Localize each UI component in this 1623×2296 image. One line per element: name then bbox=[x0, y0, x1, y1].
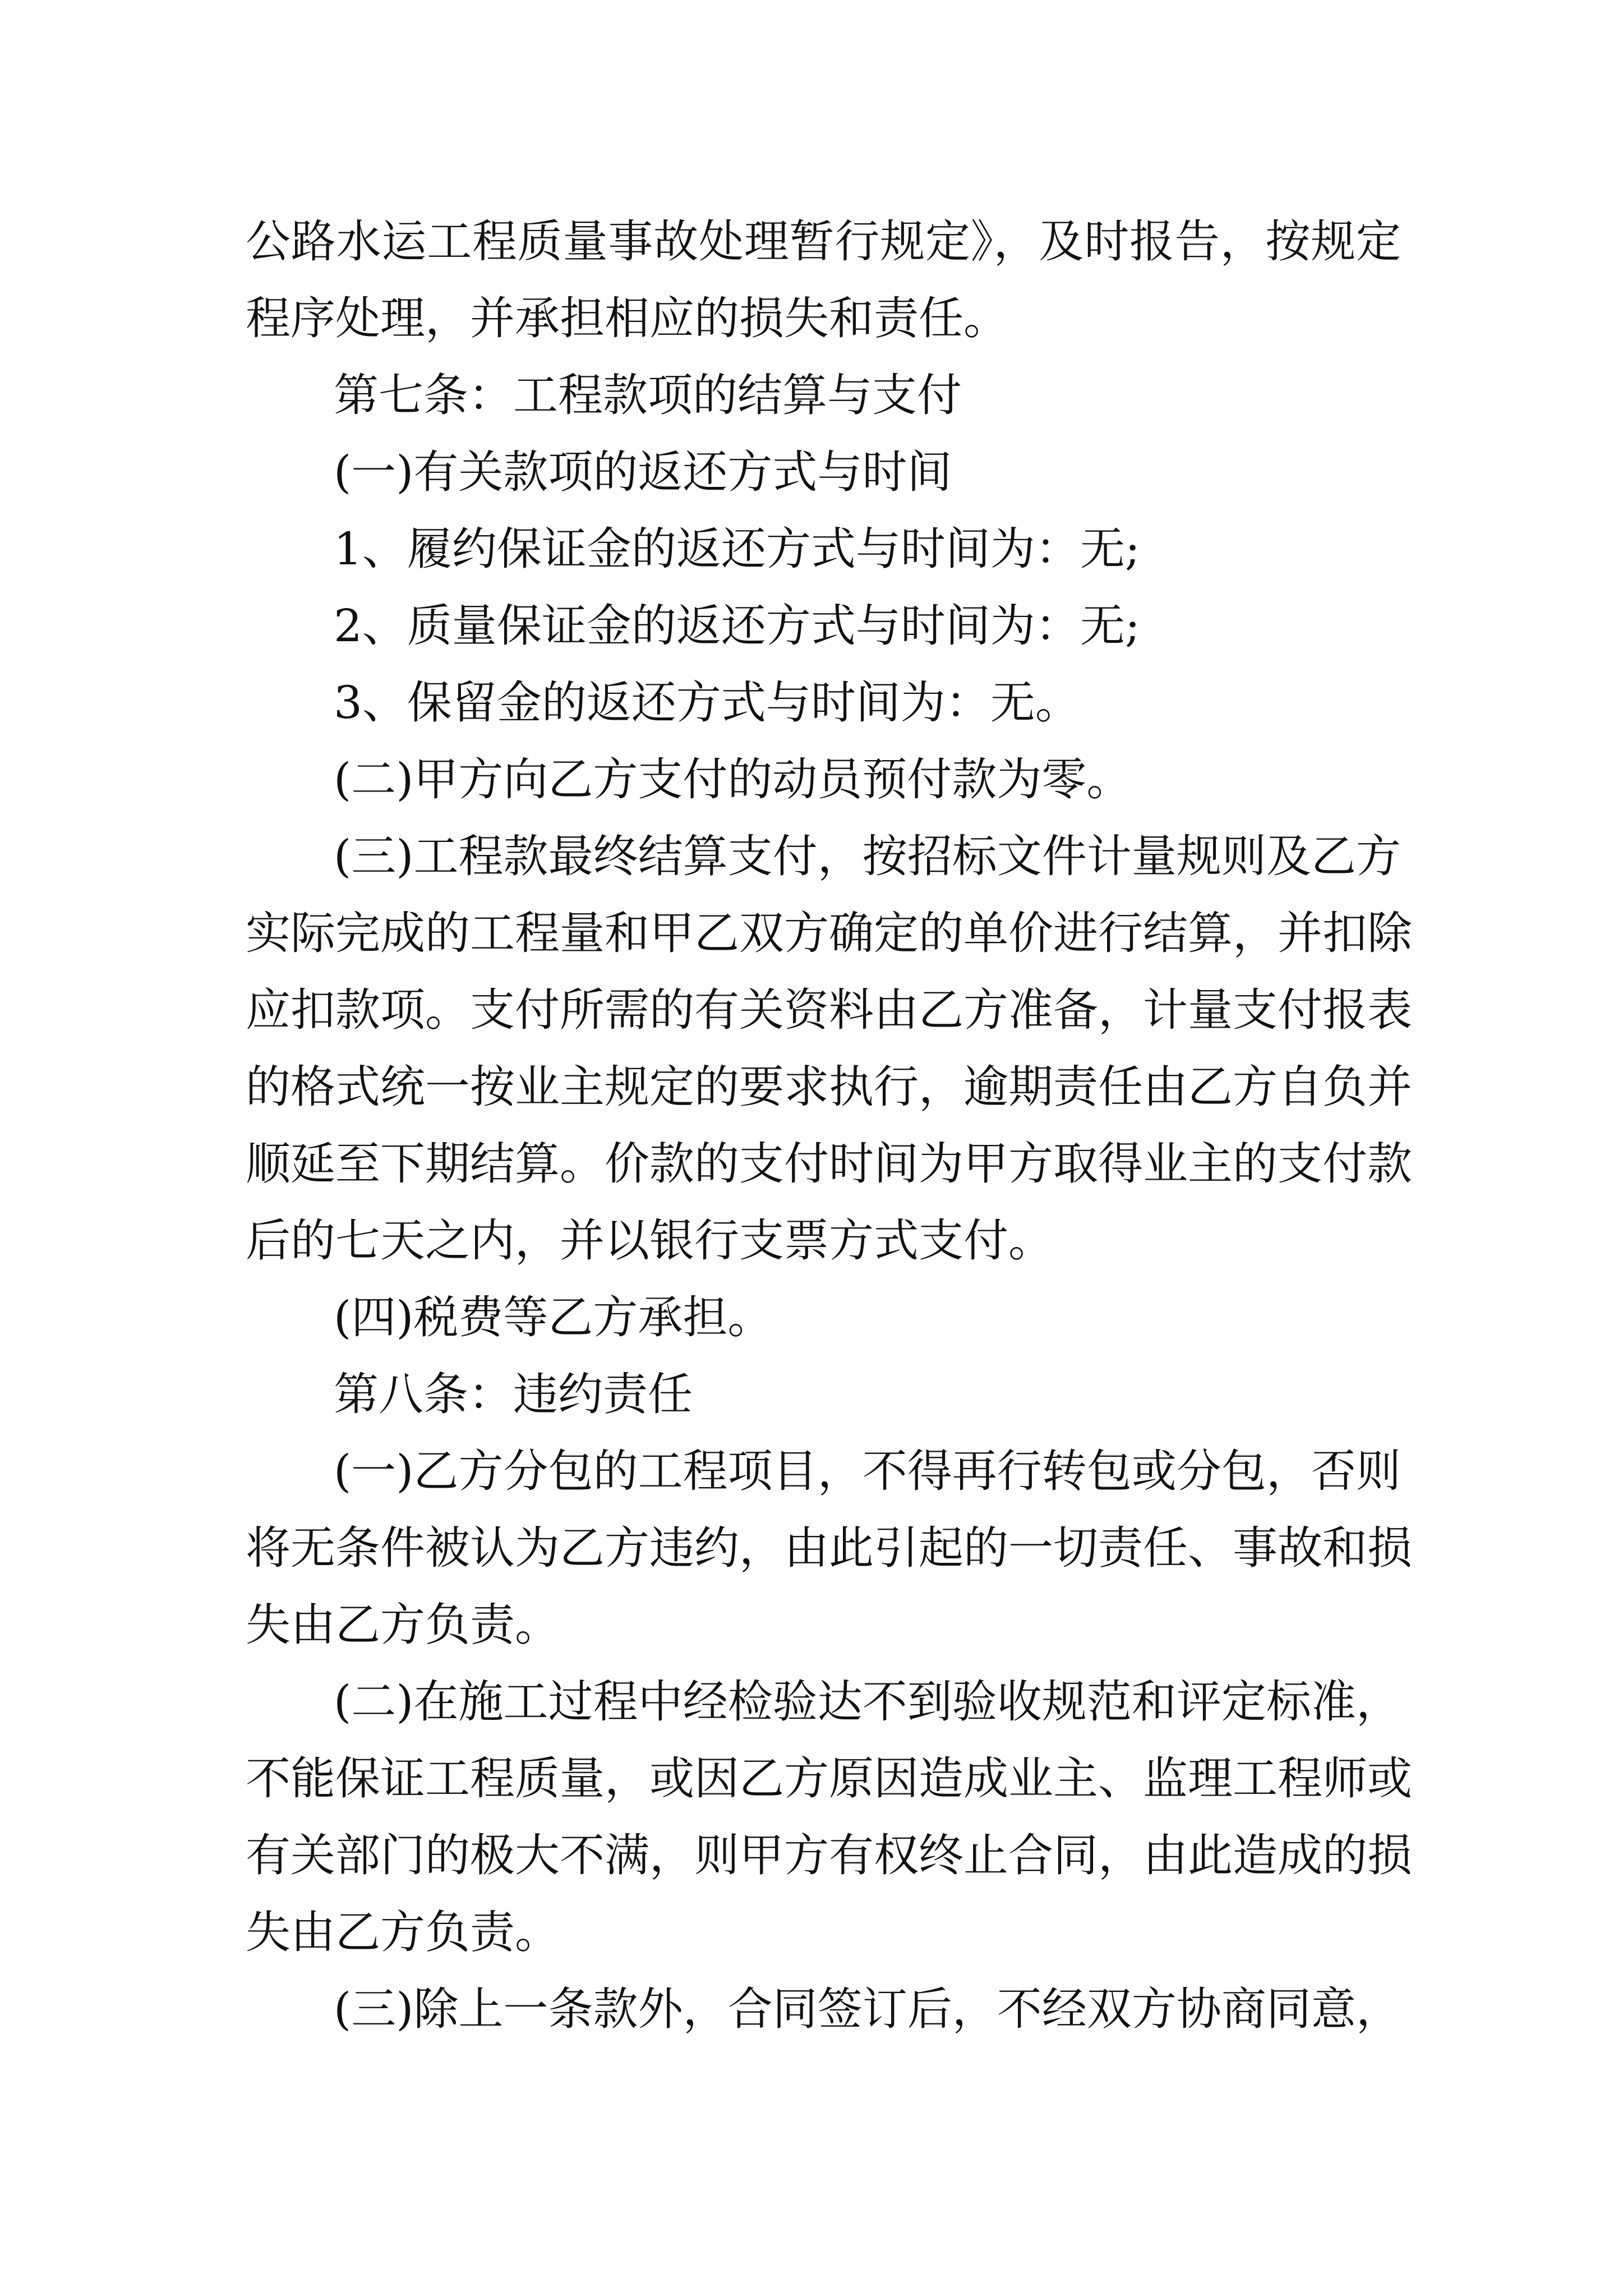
text-line: 公路水运工程质量事故处理暂行规定》，及时报告，按规定 bbox=[246, 215, 1401, 268]
text-line: 有关部门的极大不满，则甲方有权终止合同，由此造成的损 bbox=[246, 1829, 1412, 1881]
list-item: 3、保留金的返还方式与时间为：无。 bbox=[334, 677, 1080, 729]
list-item: 2、质量保证金的返还方式与时间为：无; bbox=[334, 600, 1140, 652]
text-line: 后的七天之内，并以银行支票方式支付。 bbox=[246, 1214, 1053, 1267]
text-line: 程序处理，并承担相应的损失和责任。 bbox=[246, 292, 1008, 344]
text-line: (二)甲方向乙方支付的动员预付款为零。 bbox=[334, 753, 1132, 806]
text-line: (一)乙方分包的工程项目，不得再行转包或分包，否则 bbox=[334, 1445, 1401, 1497]
text-line: 实际完成的工程量和甲乙双方确定的单价进行结算，并扣除 bbox=[246, 907, 1412, 959]
text-line: (四)税费等乙方承担。 bbox=[334, 1291, 773, 1343]
subsection-heading: (一)有关款项的返还方式与时间 bbox=[334, 446, 952, 498]
text-line: 将无条件被认为乙方违约，由此引起的一切责任、事故和损 bbox=[246, 1522, 1412, 1574]
text-line: 顺延至下期结算。价款的支付时间为甲方取得业主的支付款 bbox=[246, 1138, 1412, 1190]
list-item: 1、履约保证金的返还方式与时间为：无; bbox=[334, 523, 1140, 575]
section-heading: 第八条：违约责任 bbox=[334, 1368, 693, 1420]
text-line: (二)在施工过程中经检验达不到验收规范和评定标准， bbox=[334, 1676, 1401, 1728]
text-line: (三)除上一条款外，合同签订后，不经双方协商同意， bbox=[334, 1983, 1401, 2035]
text-line: 应扣款项。支付所需的有关资料由乙方准备，计量支付报表 bbox=[246, 984, 1412, 1036]
text-line: 失由乙方负责。 bbox=[246, 1599, 560, 1651]
text-line: 的格式统一按业主规定的要求执行，逾期责任由乙方自负并 bbox=[246, 1061, 1412, 1113]
section-heading: 第七条：工程款项的结算与支付 bbox=[334, 369, 962, 421]
text-line: 失由乙方负责。 bbox=[246, 1906, 560, 1958]
text-line: 不能保证工程质量，或因乙方原因造成业主、监理工程师或 bbox=[246, 1752, 1412, 1805]
text-line: (三)工程款最终结算支付，按招标文件计量规则及乙方 bbox=[334, 830, 1401, 882]
